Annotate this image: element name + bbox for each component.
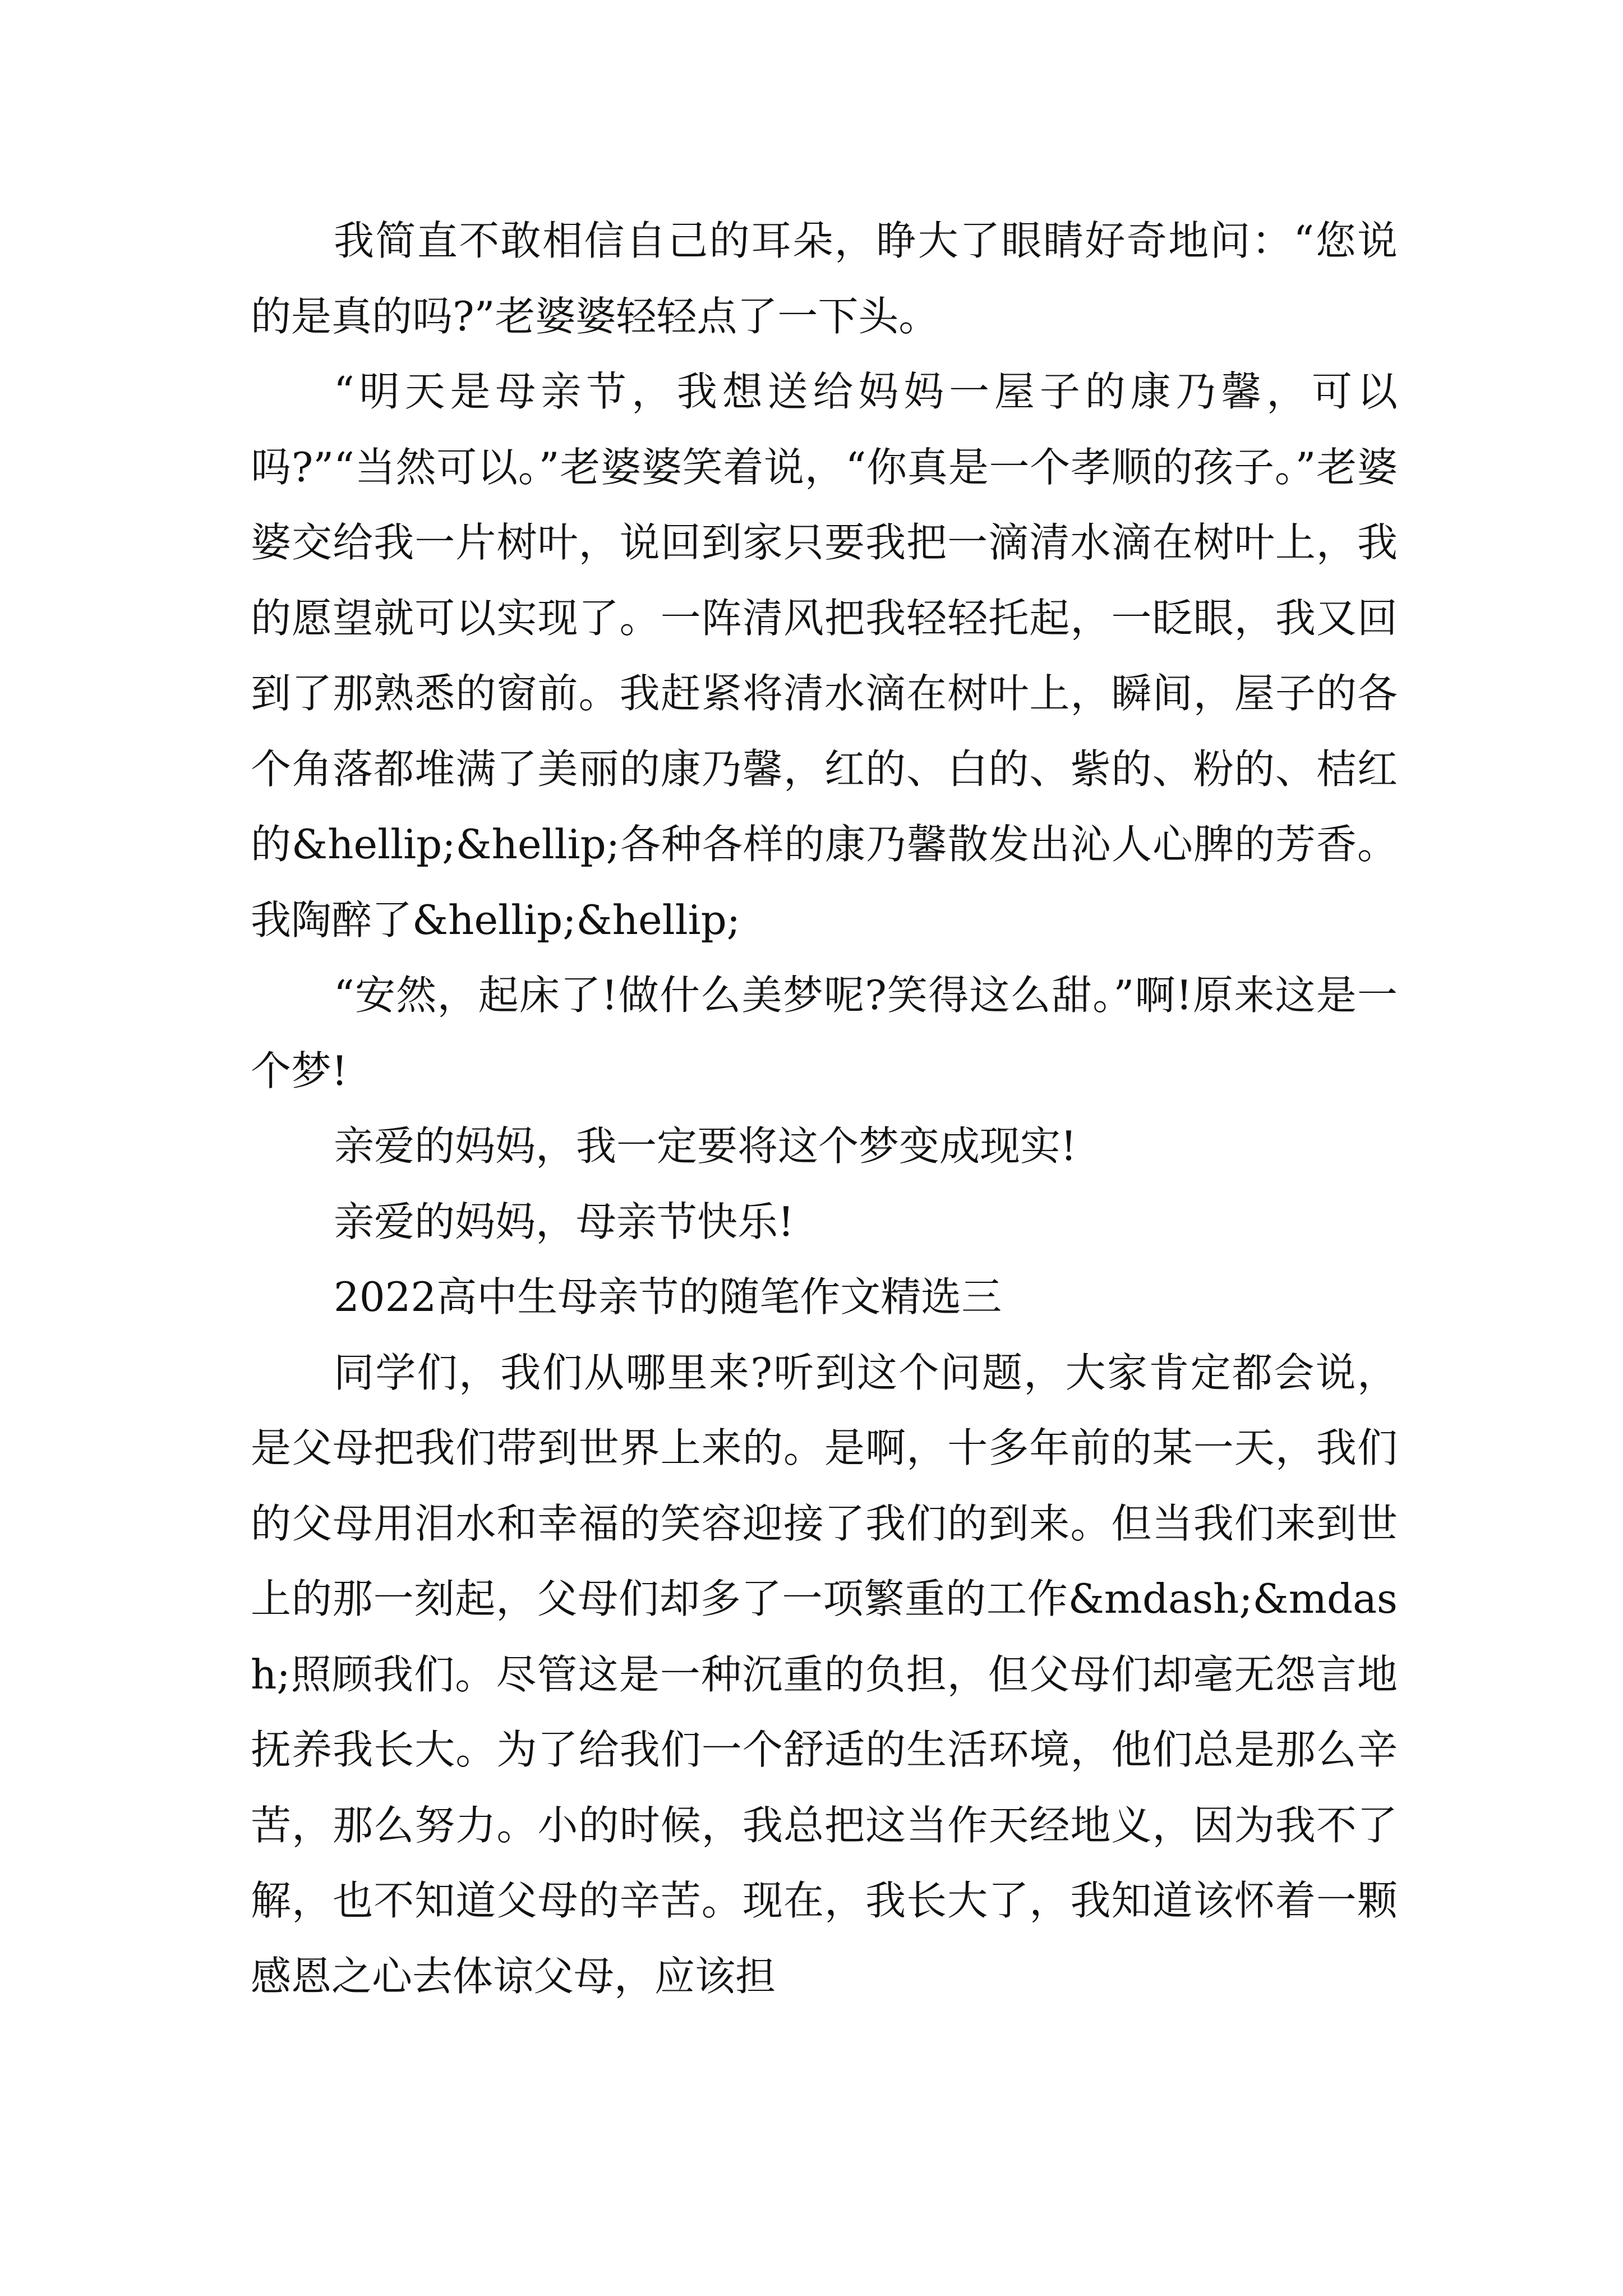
paragraph-dear-mom-promise: 亲爱的妈妈，我一定要将这个梦变成现实! bbox=[334, 1122, 1077, 1170]
section-heading: 2022高中生母亲节的随笔作文精选三 bbox=[334, 1273, 1002, 1320]
paragraph-disbelief: 我简直不敢相信自己的耳朵，睁大了眼睛好奇地问：“您说的是真的吗?”老婆婆轻轻点了一下头。 bbox=[251, 217, 1398, 340]
paragraph-where-we-come-from: 同学们，我们从哪里来?听到这个问题，大家肯定都会说，是父母把我们带到世界上来的。是啊，十多年前的某一天，我们的父母用泪水和幸福的笑容迎接了我们的到来。但当我们来到世上的那一刻起，父母们却多了一项繁重的工作&mdash;&mdash;照顾我们。尽管这是一种沉重的负担，但父母们却毫无怨言地抚养我长大。为了给我们一个舒适的生活环境，他们总是那么辛苦，那么努力。小的时候，我总把这当作天经地义，因为我不了解，也不知道父母的辛苦。现在，我长大了，我知道该怀着一颗感恩之心去体谅父母，应该担 bbox=[251, 1349, 1398, 2000]
paragraph-dear-mom-greeting: 亲爱的妈妈，母亲节快乐! bbox=[334, 1198, 794, 1245]
paragraph-wake-up: “安然，起床了!做什么美梦呢?笑得这么甜。”啊!原来这是一个梦! bbox=[251, 972, 1398, 1094]
paragraph-carnation-wish: “明天是母亲节，我想送给妈妈一屋子的康乃馨，可以吗?”“当然可以。”老婆婆笑着说，“你真是一个孝顺的孩子。”老婆婆交给我一片树叶，说回到家只要我把一滴清水滴在树叶上，我的愿望就可以实现了。一阵清风把我轻轻托起，一眨眼，我又回到了那熟悉的窗前。我赶紧将清水滴在树叶上，瞬间，屋子的各个角落都堆满了美丽的康乃馨，红的、白的、紫的、粉的、桔红的&hellip;&hellip;各种各样的康乃馨散发出沁人心脾的芳香。我陶醉了&hellip;&hellip; bbox=[251, 368, 1398, 944]
document-body bbox=[251, 203, 1398, 2014]
